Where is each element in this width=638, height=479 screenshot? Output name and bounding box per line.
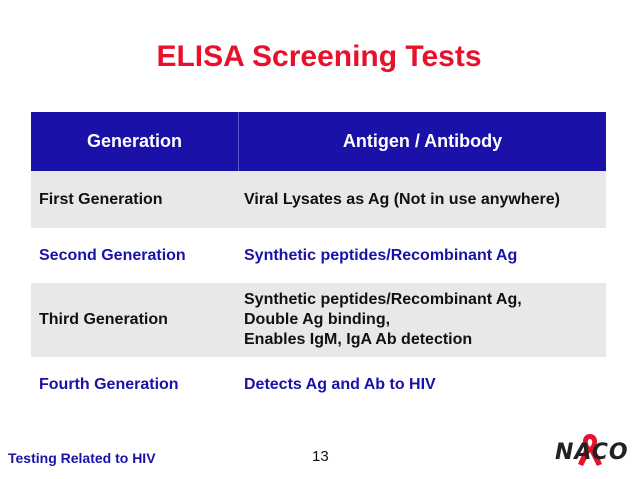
row-antigen bbox=[238, 190, 606, 210]
row-antigen bbox=[238, 246, 606, 266]
elisa-table bbox=[31, 112, 606, 412]
row-generation: Third Generation bbox=[39, 311, 168, 328]
footer-text: Testing Related to HIV bbox=[8, 450, 156, 466]
table-row bbox=[31, 228, 606, 283]
row-antigen-line: Detects Ag and Ab to HIV bbox=[244, 375, 436, 393]
row-antigen bbox=[238, 290, 606, 350]
row-antigen-line: Synthetic peptides/Recombinant Ag bbox=[244, 246, 518, 264]
row-antigen-line: Viral Lysates as Ag (Not in use anywhere) bbox=[244, 190, 560, 208]
row-generation: Second Generation bbox=[39, 246, 186, 264]
table-row bbox=[31, 171, 606, 228]
row-generation: Fourth Generation bbox=[39, 375, 179, 393]
header-antigen-antibody: Antigen / Antibody bbox=[342, 131, 503, 151]
naco-logo bbox=[555, 432, 633, 472]
table-row bbox=[31, 283, 606, 357]
header-generation: Generation bbox=[31, 112, 239, 171]
row-antigen-line: Enables IgM, IgA Ab detection bbox=[244, 331, 473, 348]
slide-title: ELISA Screening Tests bbox=[156, 40, 482, 73]
page-number: 13 bbox=[312, 448, 329, 465]
table-row bbox=[31, 357, 606, 412]
row-antigen-line: Double Ag binding, bbox=[244, 311, 391, 328]
row-generation: First Generation bbox=[39, 190, 163, 208]
row-antigen-line: Synthetic peptides/Recombinant Ag, bbox=[244, 291, 522, 308]
logo-text: NACO bbox=[555, 440, 629, 465]
table-header bbox=[31, 112, 606, 171]
row-antigen bbox=[238, 375, 606, 395]
